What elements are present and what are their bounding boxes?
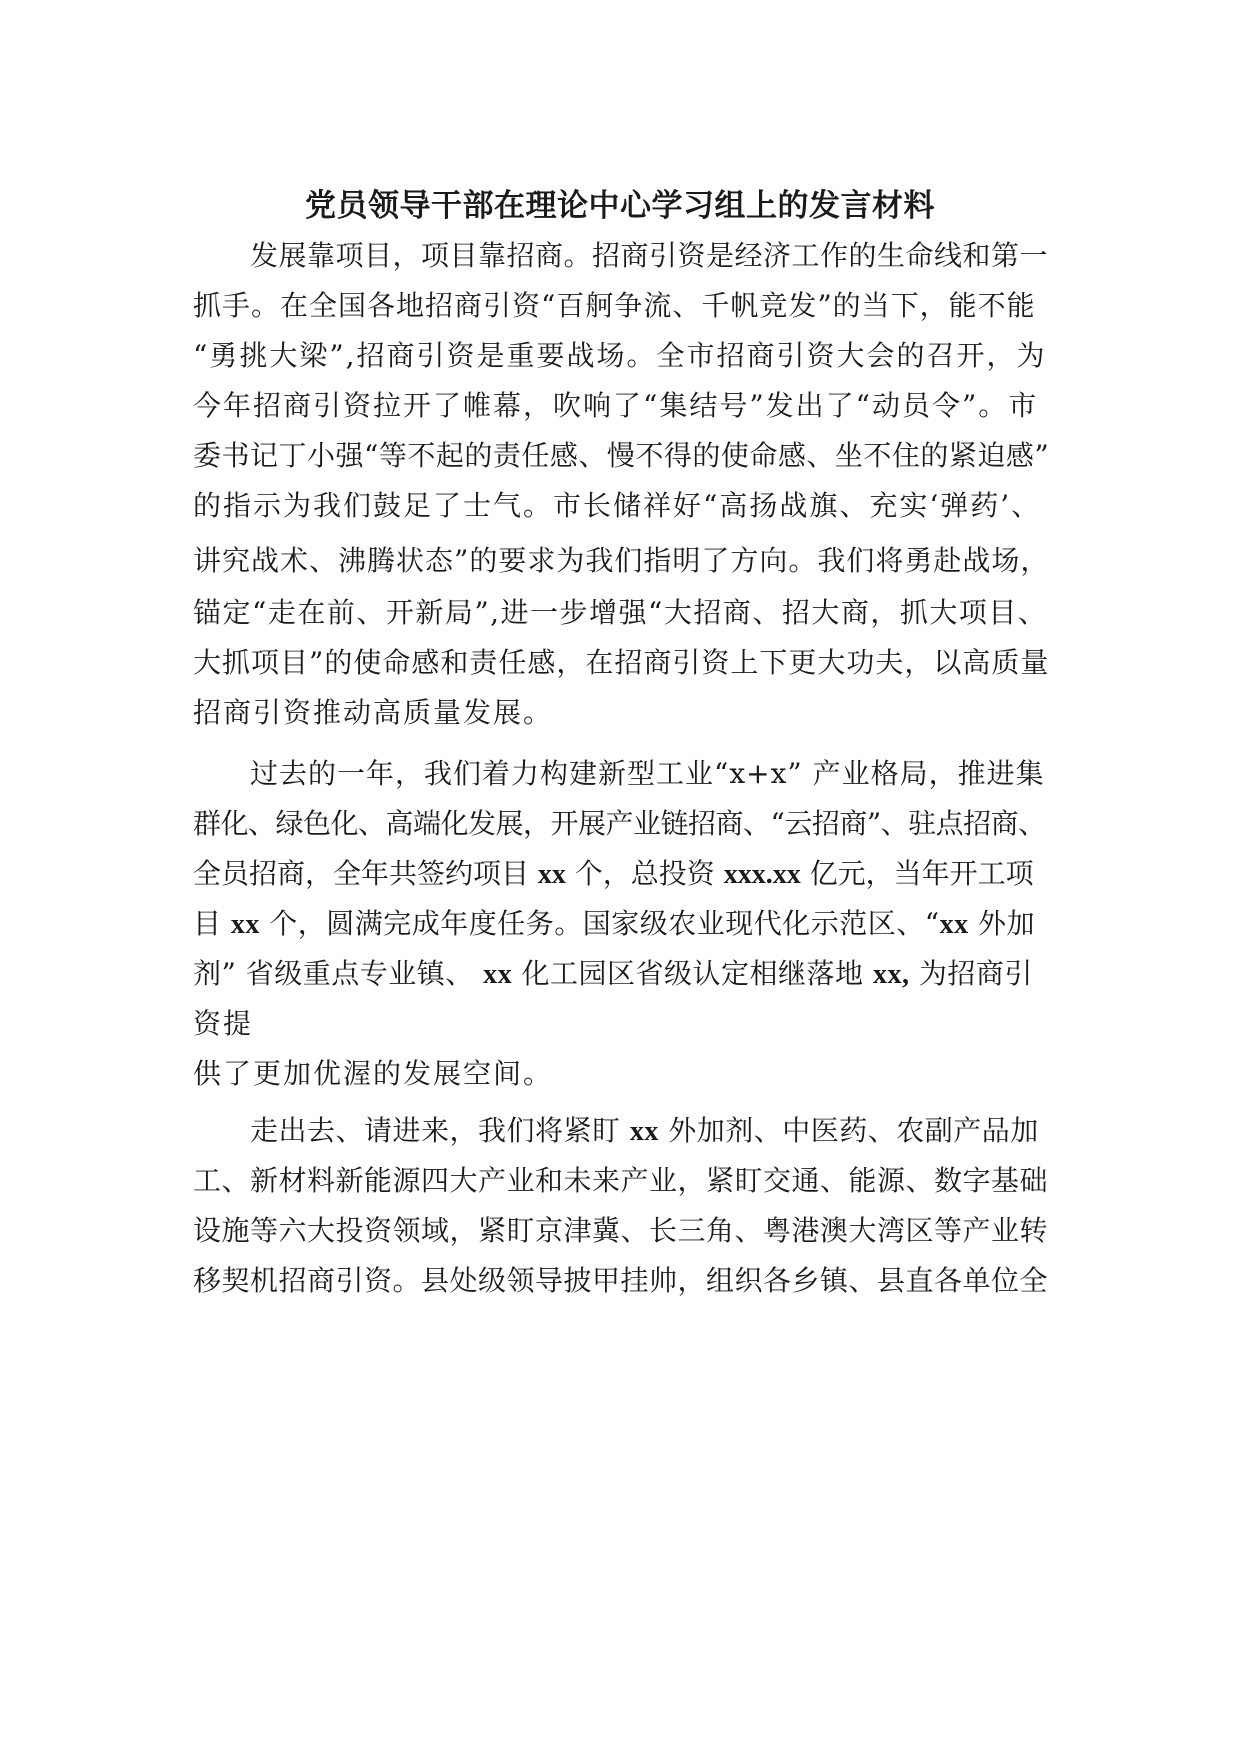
paragraph-2-line-4: 目 xx 个，圆满完成年度任务。国家级农业现代化示范区、“xx 外加 bbox=[193, 907, 1036, 940]
placeholder-value: xx bbox=[629, 1116, 659, 1147]
paragraph-2-line-1: 过去的一年，我们着力构建新型工业“x+x” 产业格局，推进集 bbox=[250, 757, 1045, 790]
paragraph-2-line-5: 剂” 省级重点专业镇、 xx 化工园区省级认定相继落地 xx, 为招商引 bbox=[193, 957, 1033, 990]
paragraph-1-line-8: 锚定“走在前、开新局”,进一步增强“大招商、招大商，抓大项目、 bbox=[193, 596, 1048, 629]
placeholder-value: xx, bbox=[872, 959, 910, 990]
paragraph-1-line-4: 今年招商引资拉开了帷幕，吹响了“集结号”发出了“动员令”。市 bbox=[193, 389, 1039, 422]
paragraph-3-line-3: 设施等六大投资领域，紧盯京津冀、长三角、粤港澳大湾区等产业转 bbox=[193, 1214, 1049, 1247]
placeholder-value: xx bbox=[483, 959, 513, 990]
paragraph-1-line-2: 抓手。在全国各地招商引资“百舸争流、千帆竞发”的当下，能不能 bbox=[193, 289, 1036, 322]
placeholder-value: xx bbox=[537, 859, 566, 890]
paragraph-1-line-5: 委书记丁小强“等不起的责任感、慢不得的使命感、坐不住的紧迫感” bbox=[193, 439, 1050, 472]
paragraph-1-line-6: 的指示为我们鼓足了士气。市长储祥好“高扬战旗、充实‘弹药’、 bbox=[193, 489, 1042, 522]
paragraph-3-line-4: 移契机招商引资。县处级领导披甲挂帅，组织各乡镇、县直各单位全 bbox=[193, 1264, 1049, 1297]
paragraph-1-line-10: 招商引资推动高质量发展。 bbox=[193, 696, 554, 729]
paragraph-2-line-2: 群化、绿色化、高端化发展，开展产业链招商、“云招商”、驻点招商、 bbox=[193, 807, 1046, 840]
placeholder-value: xx bbox=[939, 909, 969, 940]
paragraph-1-line-3: “勇挑大梁”,招商引资是重要战场。全市招商引资大会的召开，为 bbox=[193, 339, 1047, 372]
paragraph-1-line-1: 发展靠项目，项目靠招商。招商引资是经济工作的生命线和第一 bbox=[250, 239, 1049, 272]
paragraph-3-line-1: 走出去、请进来，我们将紧盯 xx 外加剂、中医药、农副产品加 bbox=[250, 1114, 1039, 1147]
paragraph-2-line-6: 资提 bbox=[193, 1007, 254, 1040]
paragraph-2-line-3: 全员招商，全年共签约项目 xx 个，总投资 xxx.xx 亿元，当年开工项 bbox=[193, 857, 1034, 890]
document-title: 党员领导干部在理论中心学习组上的发言材料 bbox=[305, 188, 935, 224]
paragraph-2-line-7: 供了更加优渥的发展空间。 bbox=[193, 1057, 554, 1090]
placeholder-value: xx bbox=[230, 909, 260, 940]
placeholder-value: xxx.xx bbox=[723, 859, 801, 890]
paragraph-1-line-9: 大抓项目”的使命感和责任感，在招商引资上下更大功夫，以高质量 bbox=[193, 646, 1050, 679]
paragraph-1-line-7: 讲究战术、沸腾状态”的要求为我们指明了方向。我们将勇赴战场， bbox=[193, 544, 1050, 577]
paragraph-3-line-2: 工、新材料新能源四大产业和未来产业，紧盯交通、能源、数字基础 bbox=[193, 1164, 1049, 1197]
